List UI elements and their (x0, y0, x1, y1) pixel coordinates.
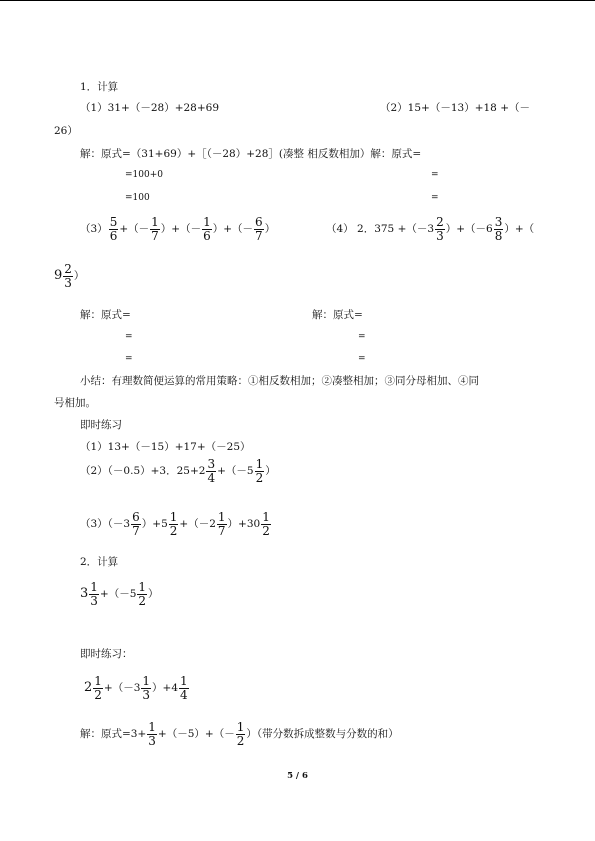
page-top-border (0, 0, 595, 1)
solution-2-step3: = (431, 193, 439, 203)
solution-1-step3: =100 (125, 193, 150, 203)
fraction: $\frac{1}{3}$ (148, 719, 156, 748)
section-2-title: 2．计算 (80, 556, 119, 568)
solution-4-step3: = (358, 354, 366, 364)
fraction: $\frac{1}{2}$ (255, 456, 264, 485)
problem-2-line1: （2）15+（－13）+18 +（－ (380, 102, 530, 114)
solution-calc-2: 解：原式=3+ $\frac{1}{3}$ +（－5）+（－ $\frac{1}{2}$ ）（带分数拆成整数与分数的和） (80, 719, 399, 748)
summary-line2: 号相加。 (54, 397, 96, 409)
solution-4-step2: = (358, 332, 366, 342)
fraction: $\frac{1}{6}$ (203, 214, 211, 243)
fraction: $\frac{1}{2}$ (236, 719, 245, 748)
fraction: $\frac{6}{7}$ (132, 509, 140, 538)
fraction: $\frac{1}{3}$ (142, 673, 151, 702)
page-number: 5 / 6 (287, 771, 308, 781)
practice-2: （2）（－0.5）+3．25+2 $\frac{3}{4}$ +（－5 $\frac{1}{2}$ ） (80, 456, 276, 485)
fraction: $\frac{2}{3}$ (436, 214, 444, 243)
problem-4: （4） 2．375 +（－3 $\frac{2}{3}$ ）+（－6 $\frac{3}{8}$ ）+（ (326, 214, 535, 243)
fraction: $\frac{1}{7}$ (151, 214, 159, 243)
solution-2-step2: = (431, 170, 439, 180)
fraction: $\frac{1}{2}$ (94, 673, 102, 702)
solution-1: 解：原式=（31+69）+［（－28）+28］(凑整 相反数相加）解：原式= (80, 148, 422, 160)
problem-3: （3） $\frac{5}{6}$ +（－ $\frac{1}{7}$ ）+（－ $\frac{1}{6}$ ）+（－ $\frac{6}{7}$ ） (80, 214, 276, 243)
section-1-title: 1．计算 (80, 81, 119, 93)
fraction: $\frac{3}{4}$ (207, 456, 216, 485)
solution-4: 解：原式= (312, 309, 363, 321)
solution-3-step2: = (125, 332, 133, 342)
solution-3: 解：原式= (80, 309, 131, 321)
practice-2-title: 即时练习： (80, 648, 133, 660)
fraction: $\frac{6}{7}$ (255, 214, 263, 243)
problem-1: （1）31+（－28）+28+69 (80, 102, 220, 114)
problem-3-label: （3） (80, 223, 108, 235)
practice-3: （3）（－3 $\frac{6}{7}$ ）+5 $\frac{1}{2}$ +（－2 $\frac{1}{7}$ ）+30 $\frac{1}{2}$ (80, 509, 270, 538)
problem-2-line2: 26） (54, 125, 78, 137)
fraction: $\frac{3}{8}$ (494, 214, 503, 243)
fraction: $\frac{1}{2}$ (169, 509, 178, 538)
fraction: $\frac{1}{2}$ (138, 579, 147, 608)
calc-2: 2 $\frac{1}{2}$ +（－3 $\frac{1}{3}$ ）+4 $\frac{1}{4}$ (84, 673, 188, 702)
summary-line1: 小结：有理数简便运算的常用策略：①相反数相加；②凑整相加；③同分母相加、④同 (80, 375, 479, 387)
practice-1: （1）13+（－15）+17+（－25） (80, 441, 251, 453)
fraction: $\frac{1}{4}$ (180, 673, 188, 702)
solution-3-step3: = (125, 354, 133, 364)
calc-1: 3 $\frac{1}{3}$ +（－5 $\frac{1}{2}$ ） (80, 579, 159, 608)
fraction: $\frac{5}{6}$ (109, 214, 118, 243)
fraction: $\frac{2}{3}$ (64, 261, 72, 290)
fraction: $\frac{1}{3}$ (90, 579, 98, 608)
fraction: $\frac{1}{7}$ (217, 509, 226, 538)
practice-title: 即时练习 (80, 419, 122, 431)
solution-1-step2: =100+0 (125, 170, 163, 180)
fraction: $\frac{1}{2}$ (262, 509, 270, 538)
problem-4-continued: 9 $\frac{2}{3}$ ） (54, 261, 85, 290)
